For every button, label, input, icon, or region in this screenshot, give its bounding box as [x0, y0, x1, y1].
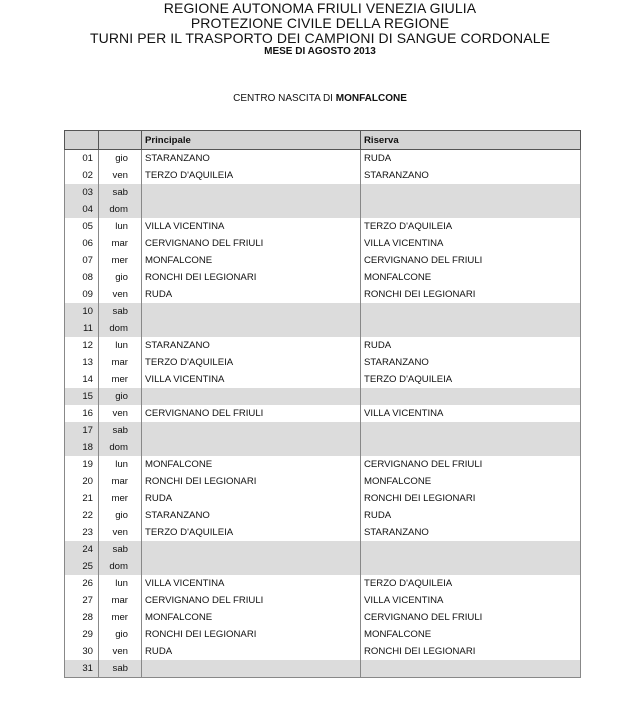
day-number-cell: 01 — [65, 150, 99, 168]
riserva-cell: TERZO D'AQUILEIA — [361, 218, 581, 235]
riserva-cell: RUDA — [361, 507, 581, 524]
birth-center-name: MONFALCONE — [335, 93, 407, 104]
region-title: REGIONE AUTONOMA FRIULI VENEZIA GIULIA — [163, 0, 477, 16]
principale-cell: TERZO D'AQUILEIA — [142, 167, 361, 184]
principale-cell — [142, 660, 361, 678]
weekday-cell: gio — [99, 507, 142, 524]
day-number-cell: 04 — [65, 201, 99, 218]
day-number-cell: 25 — [65, 558, 99, 575]
table-row — [65, 184, 581, 201]
principale-cell — [142, 184, 361, 201]
weekday-cell: ven — [99, 286, 142, 303]
riserva-cell: RUDA — [361, 337, 581, 354]
weekday-cell: dom — [99, 558, 142, 575]
table-row — [65, 575, 581, 592]
principale-cell — [142, 541, 361, 558]
table-row — [65, 252, 581, 269]
riserva-cell — [361, 320, 581, 337]
weekday-cell: dom — [99, 439, 142, 456]
day-number-cell: 21 — [65, 490, 99, 507]
riserva-cell: STARANZANO — [361, 524, 581, 541]
table-row — [65, 660, 581, 678]
weekday-cell: ven — [99, 167, 142, 184]
weekday-cell: lun — [99, 575, 142, 592]
table-row — [65, 150, 581, 168]
department-title: PROTEZIONE CIVILE DELLA REGIONE — [190, 15, 450, 31]
day-number-cell: 16 — [65, 405, 99, 422]
table-row — [65, 456, 581, 473]
weekday-cell: sab — [99, 660, 142, 678]
day-number-cell: 08 — [65, 269, 99, 286]
weekday-cell: gio — [99, 269, 142, 286]
riserva-cell — [361, 541, 581, 558]
riserva-cell: CERVIGNANO DEL FRIULI — [361, 609, 581, 626]
table-row — [65, 490, 581, 507]
table-row — [65, 388, 581, 405]
weekday-cell: mar — [99, 235, 142, 252]
header-principale: Principale — [142, 131, 361, 150]
riserva-cell: VILLA VICENTINA — [361, 235, 581, 252]
principale-cell: STARANZANO — [142, 337, 361, 354]
riserva-cell — [361, 660, 581, 678]
birth-center-title — [0, 93, 640, 104]
riserva-cell — [361, 184, 581, 201]
principale-cell: RUDA — [142, 490, 361, 507]
table-row — [65, 626, 581, 643]
table-row — [65, 167, 581, 184]
table-row — [65, 286, 581, 303]
riserva-cell: RONCHI DEI LEGIONARI — [361, 643, 581, 660]
weekday-cell: sab — [99, 541, 142, 558]
day-number-cell: 12 — [65, 337, 99, 354]
weekday-cell: gio — [99, 388, 142, 405]
table-row — [65, 354, 581, 371]
header-weekday — [99, 131, 142, 150]
weekday-cell: ven — [99, 405, 142, 422]
day-number-cell: 13 — [65, 354, 99, 371]
table-row — [65, 473, 581, 490]
schedule-title: TURNI PER IL TRASPORTO DEI CAMPIONI DI SANGUE CORDONALE — [89, 30, 551, 46]
principale-cell: VILLA VICENTINA — [142, 218, 361, 235]
table-row — [65, 235, 581, 252]
riserva-cell — [361, 303, 581, 320]
day-number-cell: 05 — [65, 218, 99, 235]
principale-cell: CERVIGNANO DEL FRIULI — [142, 592, 361, 609]
day-number-cell: 24 — [65, 541, 99, 558]
table-row — [65, 541, 581, 558]
principale-cell: CERVIGNANO DEL FRIULI — [142, 235, 361, 252]
day-number-cell: 26 — [65, 575, 99, 592]
day-number-cell: 30 — [65, 643, 99, 660]
riserva-cell: TERZO D'AQUILEIA — [361, 575, 581, 592]
table-row — [65, 201, 581, 218]
riserva-cell: MONFALCONE — [361, 269, 581, 286]
day-number-cell: 02 — [65, 167, 99, 184]
table-row — [65, 422, 581, 439]
weekday-cell: mar — [99, 473, 142, 490]
table-row — [65, 439, 581, 456]
table-header-row — [65, 131, 581, 150]
principale-cell — [142, 201, 361, 218]
principale-cell: RONCHI DEI LEGIONARI — [142, 269, 361, 286]
riserva-cell — [361, 201, 581, 218]
day-number-cell: 15 — [65, 388, 99, 405]
table-row — [65, 592, 581, 609]
riserva-cell — [361, 439, 581, 456]
table-body — [65, 150, 581, 678]
table-row — [65, 609, 581, 626]
document-header — [0, 0, 640, 58]
day-number-cell: 06 — [65, 235, 99, 252]
principale-cell: VILLA VICENTINA — [142, 575, 361, 592]
day-number-cell: 17 — [65, 422, 99, 439]
riserva-cell: STARANZANO — [361, 354, 581, 371]
header-day-number — [65, 131, 99, 150]
day-number-cell: 22 — [65, 507, 99, 524]
day-number-cell: 23 — [65, 524, 99, 541]
table-row — [65, 320, 581, 337]
principale-cell: STARANZANO — [142, 507, 361, 524]
principale-cell: TERZO D'AQUILEIA — [142, 354, 361, 371]
table-row — [65, 558, 581, 575]
day-number-cell: 09 — [65, 286, 99, 303]
riserva-cell: VILLA VICENTINA — [361, 592, 581, 609]
weekday-cell: mar — [99, 592, 142, 609]
principale-cell: MONFALCONE — [142, 609, 361, 626]
weekday-cell: gio — [99, 150, 142, 168]
riserva-cell: RUDA — [361, 150, 581, 168]
weekday-cell: mer — [99, 490, 142, 507]
principale-cell: RUDA — [142, 643, 361, 660]
riserva-cell: MONFALCONE — [361, 473, 581, 490]
riserva-cell: TERZO D'AQUILEIA — [361, 371, 581, 388]
header-riserva: Riserva — [361, 131, 581, 150]
day-number-cell: 03 — [65, 184, 99, 201]
principale-cell: RONCHI DEI LEGIONARI — [142, 626, 361, 643]
table-row — [65, 524, 581, 541]
day-number-cell: 28 — [65, 609, 99, 626]
principale-cell — [142, 558, 361, 575]
riserva-cell — [361, 558, 581, 575]
riserva-cell: STARANZANO — [361, 167, 581, 184]
riserva-cell: RONCHI DEI LEGIONARI — [361, 286, 581, 303]
day-number-cell: 10 — [65, 303, 99, 320]
weekday-cell: ven — [99, 643, 142, 660]
principale-cell: STARANZANO — [142, 150, 361, 168]
riserva-cell: MONFALCONE — [361, 626, 581, 643]
table-row — [65, 405, 581, 422]
principale-cell — [142, 320, 361, 337]
weekday-cell: lun — [99, 456, 142, 473]
weekday-cell: gio — [99, 626, 142, 643]
weekday-cell: mer — [99, 609, 142, 626]
day-number-cell: 19 — [65, 456, 99, 473]
riserva-cell — [361, 422, 581, 439]
day-number-cell: 27 — [65, 592, 99, 609]
weekday-cell: lun — [99, 218, 142, 235]
weekday-cell: sab — [99, 422, 142, 439]
principale-cell: CERVIGNANO DEL FRIULI — [142, 405, 361, 422]
table-row — [65, 269, 581, 286]
principale-cell: MONFALCONE — [142, 252, 361, 269]
riserva-cell: VILLA VICENTINA — [361, 405, 581, 422]
riserva-cell — [361, 388, 581, 405]
weekday-cell: mer — [99, 371, 142, 388]
day-number-cell: 11 — [65, 320, 99, 337]
principale-cell — [142, 422, 361, 439]
day-number-cell: 14 — [65, 371, 99, 388]
day-number-cell: 20 — [65, 473, 99, 490]
principale-cell — [142, 303, 361, 320]
table-row — [65, 643, 581, 660]
riserva-cell: RONCHI DEI LEGIONARI — [361, 490, 581, 507]
weekday-cell: sab — [99, 184, 142, 201]
day-number-cell: 07 — [65, 252, 99, 269]
day-number-cell: 31 — [65, 660, 99, 678]
weekday-cell: dom — [99, 201, 142, 218]
principale-cell: RONCHI DEI LEGIONARI — [142, 473, 361, 490]
weekday-cell: ven — [99, 524, 142, 541]
month-label: MESE DI AGOSTO 2013 — [264, 46, 376, 57]
table-row — [65, 507, 581, 524]
table-row — [65, 337, 581, 354]
principale-cell: MONFALCONE — [142, 456, 361, 473]
riserva-cell: CERVIGNANO DEL FRIULI — [361, 456, 581, 473]
weekday-cell: mar — [99, 354, 142, 371]
riserva-cell: CERVIGNANO DEL FRIULI — [361, 252, 581, 269]
weekday-cell: lun — [99, 337, 142, 354]
principale-cell — [142, 388, 361, 405]
weekday-cell: mer — [99, 252, 142, 269]
principale-cell: RUDA — [142, 286, 361, 303]
table-row — [65, 371, 581, 388]
principale-cell — [142, 439, 361, 456]
weekday-cell: dom — [99, 320, 142, 337]
day-number-cell: 18 — [65, 439, 99, 456]
table-row — [65, 303, 581, 320]
weekday-cell: sab — [99, 303, 142, 320]
principale-cell: VILLA VICENTINA — [142, 371, 361, 388]
day-number-cell: 29 — [65, 626, 99, 643]
principale-cell: TERZO D'AQUILEIA — [142, 524, 361, 541]
shift-table — [64, 130, 581, 678]
table-row — [65, 218, 581, 235]
birth-center-prefix: CENTRO NASCITA DI — [233, 93, 336, 104]
